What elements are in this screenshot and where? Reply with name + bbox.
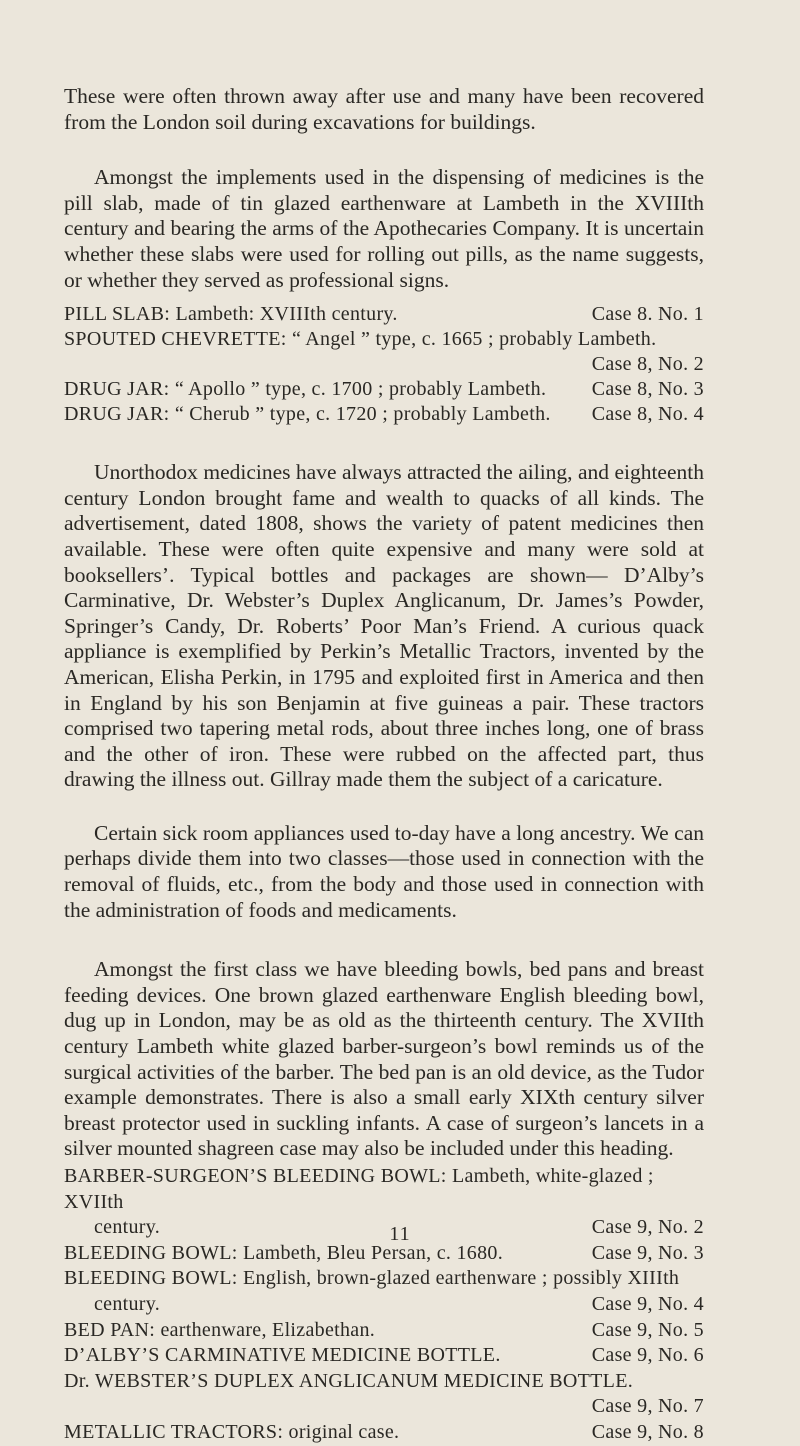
catalog-entry (64, 1343, 704, 1369)
entry-case-number: Case 9, No. 8 (591, 1420, 704, 1443)
catalog-entry (64, 377, 704, 402)
entry-description: “ Cherub ” type, c. 1720 ; probably Lambeth. (174, 403, 551, 426)
entry-case-number: Case 9, No. 3 (591, 1241, 704, 1264)
first-class-paragraph: Amongst the first class we have bleeding bowls, bed pans and breast feeding devices. One brown glazed earthenware English bleeding bowl, dug up in London, may be as old as the thirteenth century. The XVIIth century Lambeth white glazed barber-surgeon’s bowl reminds us of the surgical activities of the barber. The bed pan is an old device, as the Tudor example demonstrates. There is also a small early XIXth century silver breast protector used in suckling infants. A case of surgeon’s lancets in a silver mounted shagreen case may also be included under this heading. (64, 957, 704, 1161)
entry-case-number: Case 9, No. 4 (591, 1292, 704, 1315)
entry-description: “ Apollo ” type, c. 1700 ; probably Lambeth. (174, 378, 547, 401)
intro-continuation-paragraph: These were often thrown away after use and many have been recovered from the London soil during excavations for buildings. (64, 84, 704, 134)
entry-case-number: Case 9, No. 5 (591, 1318, 704, 1341)
entry-case-number: Case 9, No. 6 (591, 1344, 704, 1367)
unorthodox-medicines-paragraph: Unorthodox medicines have always attracted the ailing, and eighteenth century London brought fame and wealth to quacks of all kinds. The advertisement, dated 1808, shows the variety of patent medicines then available. These were often quite expensive and many were sold at booksellers’. Typical bottles and packages are shown— D’Alby’s Carminative, Dr. Webster’s Duplex Anglicanum, Dr. James’s Powder, Springer’s Candy, Dr. Roberts’ Poor Man’s Friend. A curious quack appliance is exemplified by Perkin’s Metallic Tractors, invented by the American, Elisha Perkin, in 1795 and exploited first in America and then in England by his son Benjamin at five guineas a pair. These tractors comprised two tapering metal rods, about three inches long, one of brass and the other of iron. These were rubbed on the affected part, thus drawing the illness out. Gillray made them the subject of a caricature. (64, 460, 704, 792)
catalog-entry (64, 302, 704, 327)
catalog-entry (64, 327, 704, 377)
catalog-entry (64, 1266, 704, 1317)
entry-description: Lambeth, Bleu Persan, c. 1680. (242, 1241, 503, 1264)
entry-description: original case. (288, 1420, 400, 1443)
entry-title: BLEEDING BOWL: (64, 1267, 238, 1290)
catalog-entry (64, 1369, 704, 1420)
entry-title: BARBER-SURGEON’S BLEEDING BOWL: (64, 1165, 447, 1187)
catalog-entry (64, 1318, 704, 1344)
entry-title: BED PAN: (64, 1318, 156, 1341)
entry-title: PILL SLAB: (64, 303, 171, 326)
catalog-list-1 (64, 302, 704, 427)
entry-description: earthenware, Elizabethan. (160, 1318, 376, 1341)
entry-description: “ Angel ” type, c. 1665 ; probably Lambeth. (291, 328, 657, 351)
entry-title: Dr. WEBSTER’S DUPLEX ANGLICANUM MEDICINE BOTTLE. (64, 1369, 634, 1392)
entry-case-number: Case 8, No. 2 (591, 353, 704, 376)
entry-title: D’ALBY’S CARMINATIVE MEDICINE BOTTLE. (64, 1344, 501, 1367)
entry-continuation: century. (94, 1216, 161, 1239)
entry-case-number: Case 9, No. 2 (591, 1216, 704, 1239)
catalog-entry (64, 402, 704, 427)
entry-title: BLEEDING BOWL: (64, 1241, 238, 1264)
catalog-entry (64, 1420, 704, 1446)
entry-case-number: Case 9, No. 7 (591, 1395, 704, 1418)
page-number: 11 (389, 1223, 411, 1245)
pill-slab-paragraph: Amongst the implements used in the dispensing of medicines is the pill slab, made of tin glazed earthenware at Lambeth in the XVIIIth century and bearing the arms of the Apothecaries Company. It is uncertain whether these slabs were used for rolling out pills, as the name suggests, or whether they served as professional signs. (64, 165, 704, 292)
entry-case-number: Case 8, No. 4 (591, 403, 704, 426)
sick-room-paragraph: Certain sick room appliances used to-day have a long ancestry. We can perhaps divide them into two classes—those used in connection with the removal of fluids, etc., from the body and those used in connection with the administration of foods and medicaments. (64, 820, 704, 922)
catalog-list-2 (64, 1164, 704, 1446)
entry-description: Lambeth: XVIIIth century. (175, 303, 398, 326)
entry-title: DRUG JAR: (64, 378, 170, 401)
entry-case-number: Case 8, No. 3 (591, 378, 704, 401)
entry-description: English, brown-glazed earthenware ; possibly XIIIth (242, 1267, 680, 1290)
entry-title: DRUG JAR: (64, 403, 170, 426)
entry-continuation: century. (94, 1292, 161, 1315)
entry-title: METALLIC TRACTORS: (64, 1420, 284, 1443)
entry-case-number: Case 8. No. 1 (591, 303, 704, 326)
entry-description: Lambeth, white-glazed ; XVIIth (64, 1165, 654, 1213)
entry-title: SPOUTED CHEVRETTE: (64, 328, 287, 351)
